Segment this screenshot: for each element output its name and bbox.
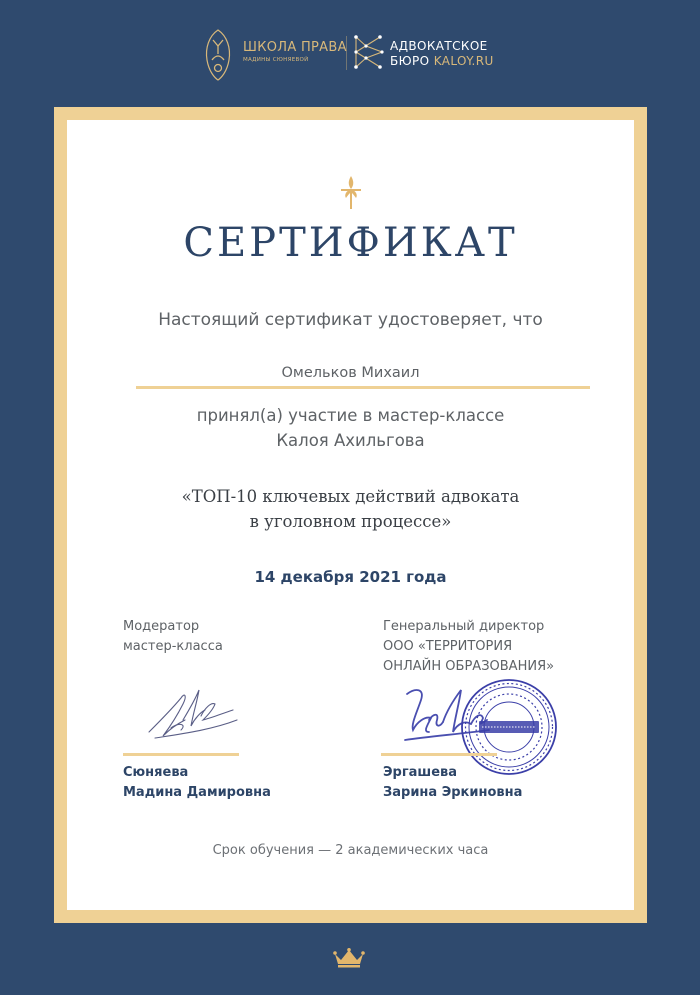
left-given-names: Мадина Дамировна	[123, 785, 271, 800]
right-signatory-name	[383, 763, 522, 803]
course-line-2: в уголовном процессе»	[249, 512, 452, 531]
logo-divider	[346, 36, 347, 70]
certificate-paper	[67, 120, 634, 910]
certificate-intro: Настоящий сертификат удостоверяет, что	[158, 310, 543, 330]
right-given-names: Зарина Эркиновна	[383, 785, 523, 800]
left-signature	[141, 680, 241, 750]
certificate-frame	[54, 107, 647, 923]
right-role-line-2: ООО «ТЕРРИТОРИЯ	[383, 639, 513, 654]
right-surname: Эргашева	[383, 765, 458, 780]
certificate-title: СЕРТИФИКАТ	[183, 220, 518, 266]
crown-icon	[333, 948, 365, 968]
right-role-line-1: Генеральный директор	[383, 619, 545, 634]
bureau-logo-icon	[352, 32, 386, 72]
left-signatory-name	[123, 763, 271, 803]
bureau-name-line2: БЮРО KALOY.RU	[390, 54, 494, 68]
left-role-line-1: Модератор	[123, 619, 200, 634]
company-seal	[459, 677, 559, 777]
fleur-emblem-icon	[340, 175, 362, 211]
school-subtitle: МАДИНЫ СЮНЯЕВОЙ	[243, 57, 309, 63]
right-signature-line	[381, 753, 497, 756]
school-logo	[203, 26, 347, 82]
left-surname: Сюняева	[123, 765, 189, 780]
right-role-line-3: ОНЛАЙН ОБРАЗОВАНИЯ»	[383, 659, 555, 674]
bureau-name-line1: АДВОКАТСКОЕ	[390, 39, 488, 53]
course-title	[67, 484, 634, 534]
certificate-date: 14 декабря 2021 года	[254, 568, 447, 586]
training-duration: Срок обучения — 2 академических часа	[212, 843, 489, 858]
left-signature-line	[123, 753, 239, 756]
left-role-line-2: мастер-класса	[123, 639, 223, 654]
header-logos	[0, 24, 700, 84]
bureau-domain: KALOY.RU	[433, 54, 494, 68]
participation-line-2: Калоя Ахильгова	[276, 431, 425, 450]
recipient-name: Омельков Михаил	[281, 365, 420, 381]
course-line-1: «ТОП-10 ключевых действий адвоката	[181, 487, 520, 506]
participation-text	[67, 403, 634, 453]
participation-line-1: принял(а) участие в мастер-классе	[196, 406, 505, 425]
right-signatory-role	[383, 617, 554, 677]
bureau-logo	[352, 26, 502, 82]
left-signatory-role	[123, 617, 223, 657]
recipient-underline	[136, 386, 590, 389]
school-name: ШКОЛА ПРАВА	[243, 40, 347, 55]
school-of-law-logo-icon	[203, 26, 233, 82]
